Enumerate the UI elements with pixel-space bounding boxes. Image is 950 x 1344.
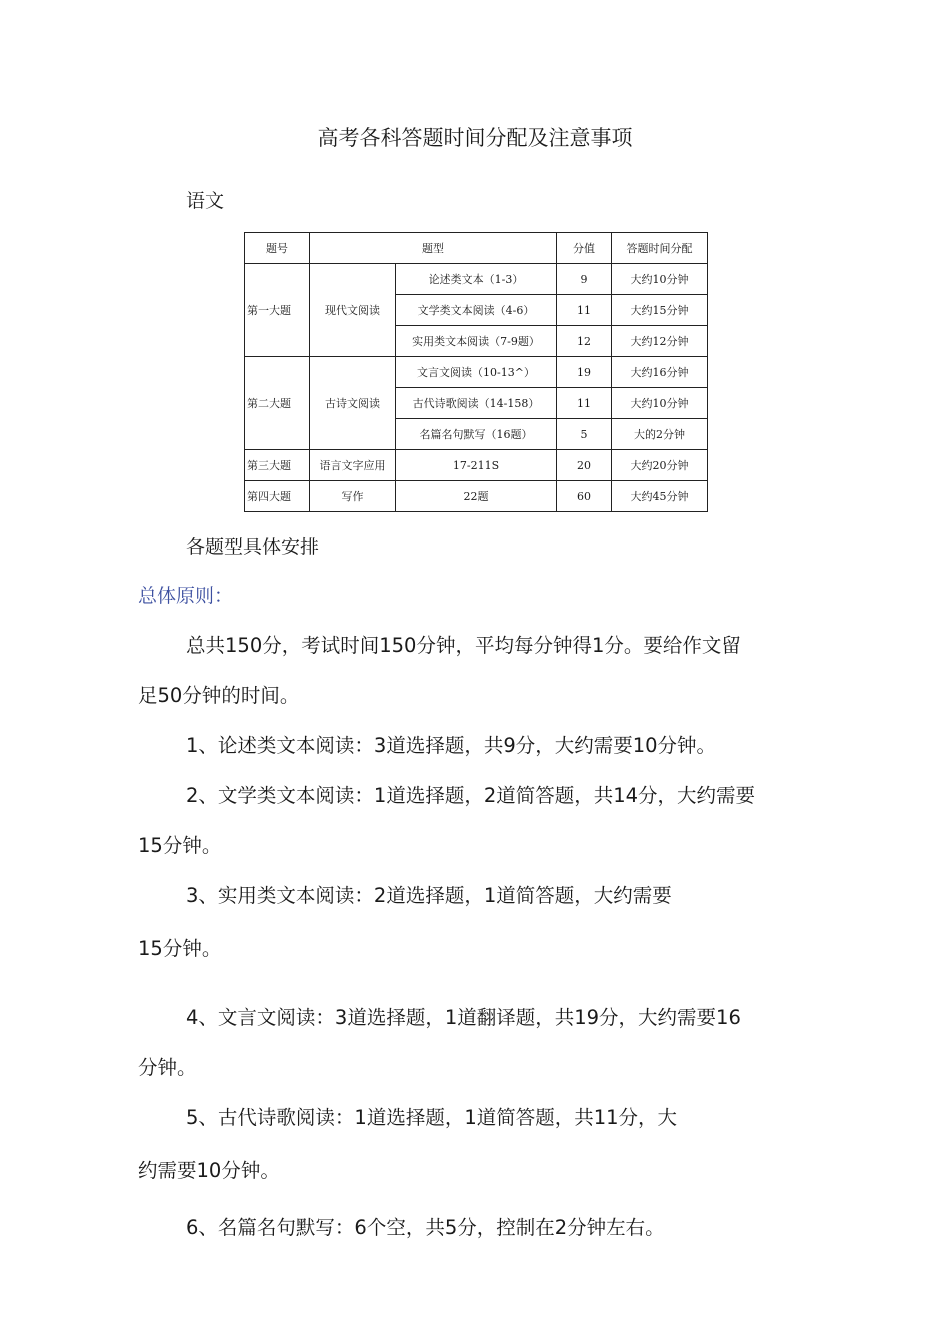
- question-score: 11: [557, 295, 612, 326]
- question-item: 论述类文本（1-3）: [396, 264, 557, 295]
- question-number: 第二大题: [245, 357, 310, 450]
- question-number: 第四大题: [245, 481, 310, 512]
- question-time: 大约20分钟: [612, 450, 708, 481]
- question-item: 名篇名句默写（16题）: [396, 419, 557, 450]
- body-line: 15分钟。: [138, 834, 222, 857]
- page-title: 高考各科答题时间分配及注意事项: [317, 126, 633, 150]
- question-number: 第一大题: [245, 264, 310, 357]
- subheading: 各题型具体安排: [186, 536, 320, 558]
- header-cell: 题号: [245, 233, 310, 264]
- table-row: [245, 264, 708, 295]
- body-line: 足50分钟的时间。: [138, 684, 300, 707]
- section-heading: 语文: [186, 190, 225, 212]
- body-line: 分钟。: [138, 1056, 197, 1079]
- question-score: 11: [557, 388, 612, 419]
- body-line: 15分钟。: [138, 937, 222, 960]
- table-row: [245, 481, 708, 512]
- question-time: 大约16分钟: [612, 357, 708, 388]
- body-line: 约需要10分钟。: [138, 1159, 280, 1182]
- question-item: 文学类文本阅读（4-6）: [396, 295, 557, 326]
- body-line: 3、实用类文本阅读：2道选择题，1道简答题，大约需要: [186, 884, 672, 907]
- question-item: 文言文阅读（10-13^）: [396, 357, 557, 388]
- question-time: 大约10分钟: [612, 388, 708, 419]
- body-line: 4、文言文阅读：3道选择题，1道翻译题，共19分，大约需要16: [186, 1006, 741, 1029]
- question-number: 第三大题: [245, 450, 310, 481]
- body-line: 总共150分，考试时间150分钟，平均每分钟得1分。要给作文留: [186, 634, 741, 657]
- question-category: 写作: [310, 481, 396, 512]
- question-score: 19: [557, 357, 612, 388]
- question-item: 17-211S: [396, 450, 557, 481]
- question-item: 实用类文本阅读（7-9题）: [396, 326, 557, 357]
- question-time: 大约10分钟: [612, 264, 708, 295]
- time-allocation-table: [244, 232, 708, 512]
- question-item: 22题: [396, 481, 557, 512]
- body-line: 5、古代诗歌阅读：1道选择题，1道简答题，共11分，大: [186, 1106, 678, 1129]
- question-category: 现代文阅读: [310, 264, 396, 357]
- header-cell: 答题时间分配: [612, 233, 708, 264]
- question-time: 大约15分钟: [612, 295, 708, 326]
- question-time: 大约12分钟: [612, 326, 708, 357]
- table-header-row: [245, 233, 708, 264]
- question-category: 语言文字应用: [310, 450, 396, 481]
- principle-heading: 总体原则：: [138, 585, 234, 607]
- question-score: 60: [557, 481, 612, 512]
- body-line: 2、文学类文本阅读：1道选择题，2道简答题，共14分，大约需要: [186, 784, 756, 807]
- question-time: 大约45分钟: [612, 481, 708, 512]
- header-cell: 题型: [310, 233, 557, 264]
- question-score: 5: [557, 419, 612, 450]
- table-row: [245, 450, 708, 481]
- question-time: 大的2分钟: [612, 419, 708, 450]
- question-item: 古代诗歌阅读（14-158）: [396, 388, 557, 419]
- body-line: 6、名篇名句默写：6个空，共5分，控制在2分钟左右。: [186, 1216, 665, 1239]
- header-cell: 分值: [557, 233, 612, 264]
- body-line: 1、论述类文本阅读：3道选择题，共9分，大约需要10分钟。: [186, 734, 717, 757]
- question-score: 12: [557, 326, 612, 357]
- table-row: [245, 357, 708, 388]
- question-score: 20: [557, 450, 612, 481]
- question-category: 古诗文阅读: [310, 357, 396, 450]
- question-score: 9: [557, 264, 612, 295]
